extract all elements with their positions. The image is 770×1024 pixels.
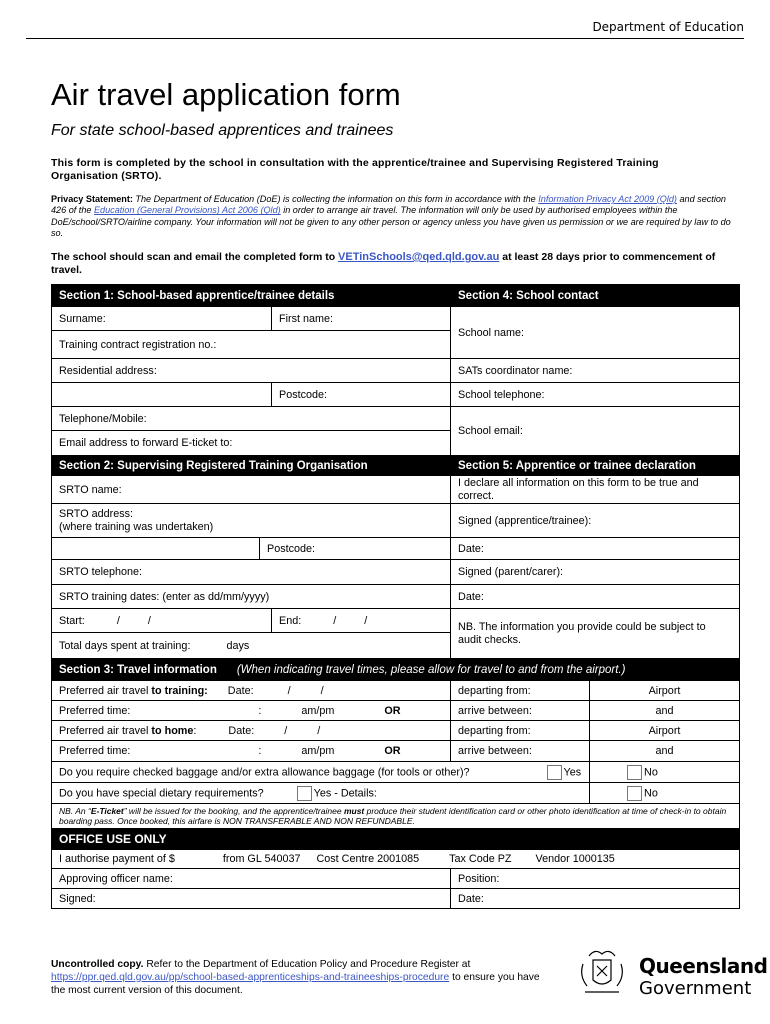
to-training-label: to training: [151,684,208,697]
nb-pre: NB. An “ [59,806,91,816]
gl-label: from GL 540037 [222,853,301,865]
baggage-question [52,762,590,783]
section3-title: Section 3: Travel information [59,663,217,676]
audit-note: NB. The information you provide could be subject to audit checks. [451,609,740,659]
slash: / [317,724,321,737]
section4-header: Section 4: School contact [451,285,740,307]
dietary-question-text: Do you have special dietary requirements? [59,786,264,799]
dietary-no-cell [590,783,740,804]
dietary-no-checkbox[interactable] [627,786,642,801]
travel-to-training-row[interactable] [52,681,451,701]
intro-text: This form is completed by the school in consultation with the apprentice/trainee and Supervising Registered Training Organisation (SRTO). [51,157,659,182]
footer-text-1: Refer to the Department of Education Policy and Procedure Register at [143,959,471,970]
end-date-field[interactable] [272,609,451,633]
authorise-payment-row[interactable] [52,850,740,869]
airport-label: Airport [590,721,740,741]
slash: / [284,724,288,737]
privacy-text-1: The Department of Education (DoE) is collecting the information on this form in accordance with the [132,194,539,204]
airport-label: Airport [590,681,740,701]
arrive-between-label: arrive between: [451,701,590,721]
date-label: Date: [227,684,254,697]
srto-training-dates-label: SRTO training dates: (enter as dd/mm/yyyy) [52,585,451,609]
section3-header [52,659,740,681]
days-label: days [226,639,250,652]
section1-header: Section 1: School-based apprentice/trainee details [52,285,451,307]
srto-address-note: (where training was undertaken) [59,520,214,533]
date-parent-field[interactable]: Date: [451,585,740,609]
nb-post: produce their student identification card or other photo identification at time of check-in to obtain boarding pass. Once booked, this airfare is NON TRANSFERABLE AND NON REFUNDABLE. [59,806,727,826]
yes-label: Yes [563,765,582,778]
cost-centre-label: Cost Centre 2001085 [316,853,420,865]
date-apprentice-field[interactable]: Date: [451,538,740,560]
pref-time-to-home[interactable] [52,741,451,762]
application-form [51,284,740,909]
or-label: OR [384,745,401,757]
eticket-note [52,804,740,829]
colon: : [193,724,197,737]
office-use-header: OFFICE USE ONLY [52,829,740,850]
logo-government: Government [639,978,752,999]
privacy-statement [51,194,731,240]
office-date-field[interactable]: Date: [451,889,740,909]
telephone-field[interactable]: Telephone/Mobile: [52,407,451,431]
and-label: and [590,741,740,762]
baggage-no-checkbox[interactable] [627,765,642,780]
colon: : [258,745,262,757]
colon: : [258,704,262,717]
scan-text-pre: The school should scan and email the completed form to [51,251,339,263]
no-label: No [644,765,658,778]
ampm-label: am/pm [301,704,335,717]
surname-field[interactable]: Surname: [52,307,272,331]
signed-parent-field[interactable]: Signed (parent/carer): [451,560,740,585]
nb-mid: ” will be issued for the booking, and the apprentice/trainee [123,806,344,816]
slash: / [116,614,120,627]
dietary-yes-checkbox[interactable] [297,786,312,801]
privacy-act-link[interactable]: Information Privacy Act 2009 (Qld) [538,194,677,204]
departing-from-label: departing from: [451,681,590,701]
pref-travel-label: Preferred air travel [59,724,152,737]
start-label: Start: [59,614,85,627]
nb-eticket: E-Ticket [90,806,124,816]
srto-postcode-field[interactable]: Postcode: [260,538,451,560]
declaration-text: I declare all information on this form to be true and correct. [451,476,740,504]
email-link[interactable]: VETinSchools@qed.qld.gov.au [338,251,500,263]
page-title: Air travel application form [51,77,401,112]
and-label: and [590,701,740,721]
section2-header: Section 2: Supervising Registered Training Organisation [52,456,451,476]
end-label: End: [279,614,302,627]
srto-address-label: SRTO address: [59,507,134,520]
slash: / [333,614,337,627]
ampm-label: am/pm [301,745,335,757]
school-email-field[interactable]: School email: [451,407,740,456]
section5-header: Section 5: Apprentice or trainee declaration [451,456,740,476]
department-name: Department of Education [592,20,744,34]
training-contract-field[interactable]: Training contract registration no.: [52,331,451,359]
srto-name-field[interactable]: SRTO name: [52,476,451,504]
privacy-text-2: and section 426 of the [51,194,726,216]
sats-coordinator-field[interactable]: SATs coordinator name: [451,359,740,383]
signed-apprentice-field[interactable]: Signed (apprentice/trainee): [451,504,740,538]
baggage-yes-checkbox[interactable] [547,765,562,780]
uncontrolled-copy-label: Uncontrolled copy. [51,959,144,970]
nb-must: must [343,806,365,816]
pref-travel-label: Preferred air travel [59,684,152,697]
page-subtitle: For state school-based apprentices and trainees [51,122,394,139]
education-act-link[interactable]: Education (General Provisions) Act 2006 (Qld) [93,205,281,216]
srto-telephone-field[interactable]: SRTO telephone: [52,560,451,585]
header-rule [26,38,744,39]
footer-note [51,958,551,997]
total-days-field[interactable] [52,633,451,659]
arrive-between-label: arrive between: [451,741,590,762]
or-label: OR [384,704,401,717]
pref-time-label: Preferred time: [59,704,131,717]
ppr-link[interactable]: https://ppr.qed.qld.gov.au/pp/school-based-apprenticeships-and-traineeships-procedure [51,972,450,983]
residential-address-cont[interactable] [52,383,272,407]
pref-time-to-training[interactable] [52,701,451,721]
srto-address-field[interactable] [52,504,451,538]
total-days-label: Total days spent at training: [59,639,191,652]
pref-time-label: Preferred time: [59,745,131,757]
baggage-no-cell [590,762,740,783]
start-date-field[interactable] [52,609,272,633]
dietary-question [52,783,590,804]
school-name-field[interactable]: School name: [451,307,740,359]
privacy-text-3: in order to arrange air travel. The information will only be used by authorised employees within the DoE/school/SRTO/airline company. Your information will not be given to any other person or agency unless you have given us permission or we are required by law to do so. [51,205,731,239]
authorise-label: I authorise payment of $ [59,853,175,865]
residential-address-field[interactable]: Residential address: [52,359,451,383]
position-field[interactable]: Position: [451,869,740,889]
slash: / [320,684,324,697]
to-home-label: to home [151,724,194,737]
departing-from-label: departing from: [451,721,590,741]
travel-to-home-row[interactable] [52,721,451,741]
baggage-question-text: Do you require checked baggage and/or extra allowance baggage (for tools or other)? [59,765,470,778]
queensland-government-logo [575,946,768,1002]
no-label: No [644,786,658,799]
privacy-label: Privacy Statement: [51,194,133,204]
postcode-field[interactable]: Postcode: [272,383,451,407]
school-telephone-field[interactable]: School telephone: [451,383,740,407]
office-signed-field[interactable]: Signed: [52,889,451,909]
slash: / [147,614,151,627]
slash: / [364,614,368,627]
vendor-label: Vendor 1000135 [535,853,615,865]
footer-text-2: to ensure you have the most current version of this document. [51,972,540,996]
date-label: Date: [228,724,255,737]
logo-queensland: Queensland [639,954,768,978]
email-eticket-field[interactable]: Email address to forward E-ticket to: [52,431,451,456]
tax-code-label: Tax Code PZ [449,853,512,865]
section3-note: (When indicating travel times, please allow for travel to and from the airport.) [236,663,626,676]
scan-text-post: at least 28 days prior to commencement of travel. [51,251,716,276]
approving-officer-field[interactable]: Approving officer name: [52,869,451,889]
scan-instructions [51,251,731,277]
first-name-field[interactable]: First name: [272,307,451,331]
srto-address-cont[interactable] [52,538,260,560]
yes-details-label: Yes - Details: [313,786,377,799]
slash: / [287,684,291,697]
